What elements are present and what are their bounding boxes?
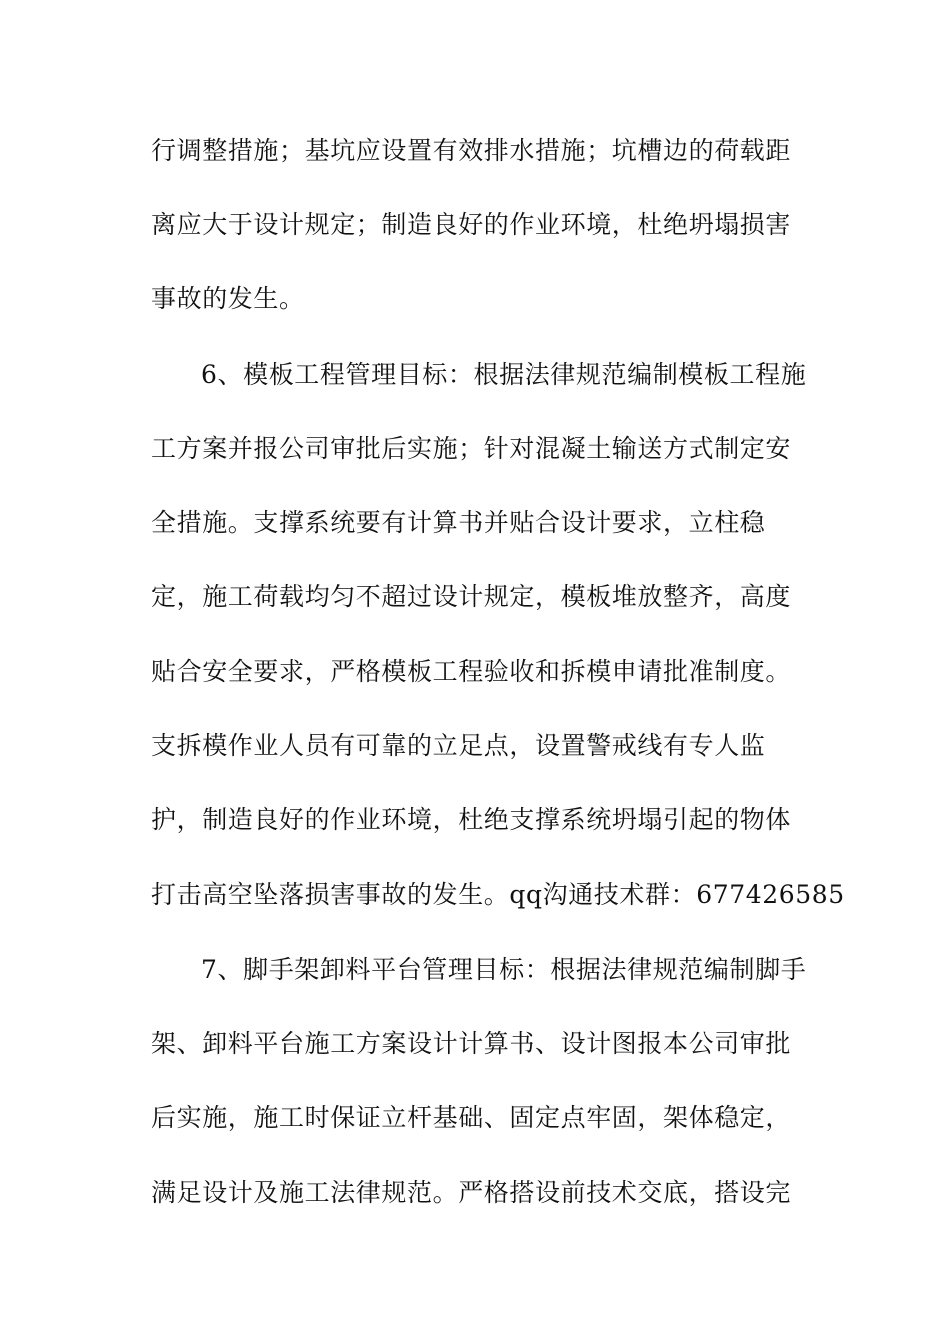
text-line: 工方案并报公司审批后实施；针对混凝土输送方式制定安 (151, 434, 792, 463)
text-line: 后实施，施工时保证立杆基础、固定点牢固，架体稳定， (151, 1103, 792, 1132)
text-line: 全措施。支撑系统要有计算书并贴合设计要求，立柱稳 (151, 508, 766, 537)
text-line: 打击高空坠落损害事故的发生。qq沟通技术群：677426585 (151, 880, 845, 909)
text-line: 定，施工荷载均匀不超过设计规定，模板堆放整齐，高度 (151, 582, 792, 611)
text-line: 架、卸料平台施工方案设计计算书、设计图报本公司审批 (151, 1029, 792, 1058)
text-line: 支拆模作业人员有可靠的立足点，设置警戒线有专人监 (151, 731, 766, 760)
text-line: 行调整措施；基坑应设置有效排水措施；坑槽边的荷载距 (151, 136, 792, 165)
text-line: 离应大于设计规定；制造良好的作业环境，杜绝坍塌损害 (151, 210, 792, 239)
text-line: 贴合安全要求，严格模板工程验收和拆模申请批准制度。 (151, 657, 792, 686)
paragraph-7-first-line: 7、脚手架卸料平台管理目标：根据法律规范编制脚手 (201, 955, 807, 984)
text-line: 满足设计及施工法律规范。严格搭设前技术交底，搭设完 (151, 1178, 792, 1207)
text-line: 护，制造良好的作业环境，杜绝支撑系统坍塌引起的物体 (151, 805, 792, 834)
paragraph-6-first-line: 6、模板工程管理目标：根据法律规范编制模板工程施 (201, 360, 807, 389)
text-line: 事故的发生。 (151, 284, 305, 313)
